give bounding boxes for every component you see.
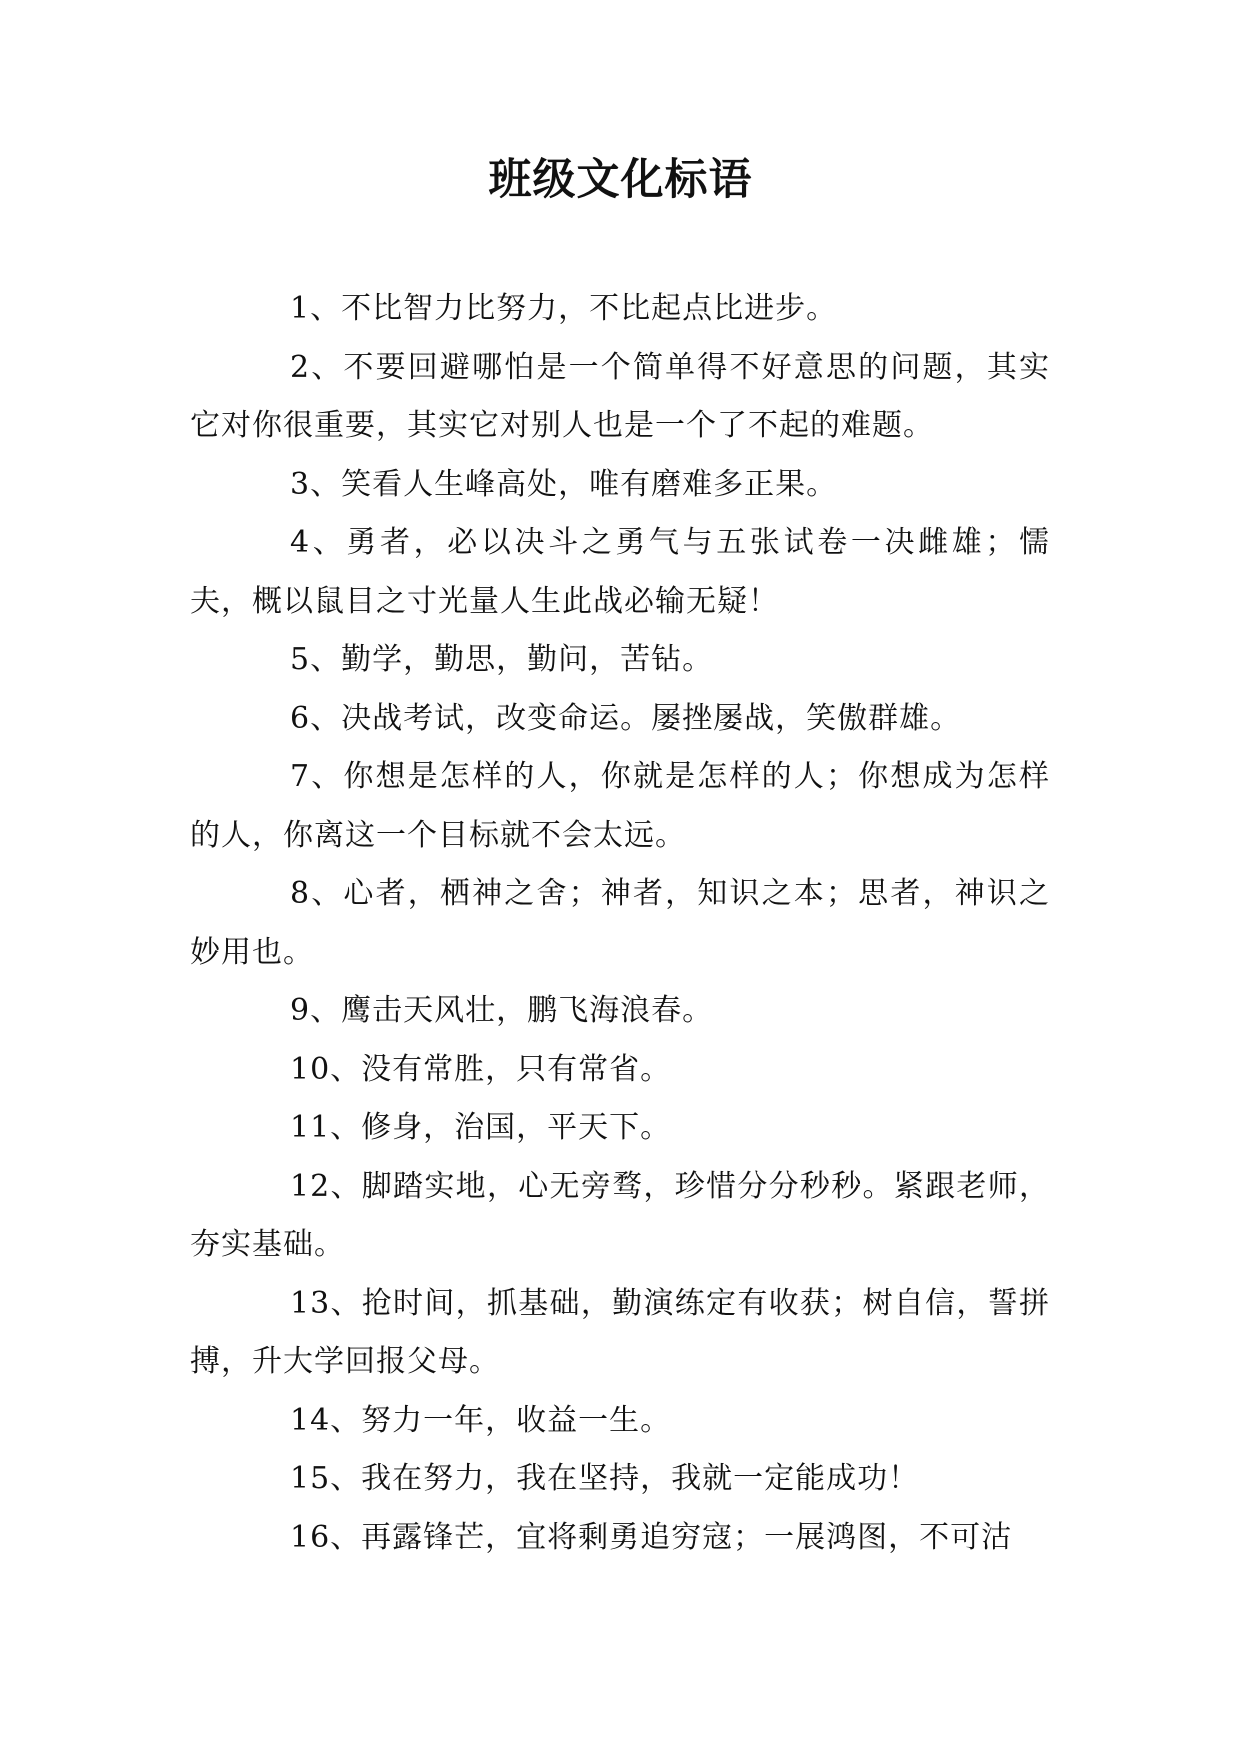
- paragraph-6: 6、决战考试，改变命运。屡挫屡战，笑傲群雄。: [290, 700, 962, 736]
- paragraph-11: 11、修身，治国，平天下。: [290, 1110, 672, 1145]
- paragraph-12: 12、脚踏实地，心无旁骛，珍惜分分秒秒。紧跟老师，夯实基础。: [190, 1168, 1050, 1262]
- paragraph-13: 13、抢时间，抓基础，勤演练定有收获；树自信，誓拼搏，升大学回报父母。: [190, 1285, 1050, 1379]
- paragraph-3: 3、笑看人生峰高处，唯有磨难多正果。: [290, 466, 838, 502]
- paragraph-9: 9、鹰击天风壮，鹏飞海浪春。: [290, 993, 714, 1028]
- paragraph-8: 8、心者，栖神之舍；神者，知识之本；思者，神识之妙用也。: [190, 876, 1050, 970]
- paragraph-10: 10、没有常胜，只有常省。: [290, 1051, 672, 1087]
- document-body: [190, 280, 1050, 1567]
- paragraph-4: 4、勇者，必以决斗之勇气与五张试卷一决雌雄；懦夫，概以鼠目之寸光量人生此战必输无疑！: [190, 525, 1050, 619]
- paragraph-15: 15、我在努力，我在坚持，我就一定能成功！: [290, 1461, 920, 1496]
- document-title: 班级文化标语: [488, 155, 753, 205]
- paragraph-7: 7、你想是怎样的人，你就是怎样的人；你想成为怎样的人，你离这一个目标就不会太远。: [190, 759, 1050, 853]
- paragraph-5: 5、勤学，勤思，勤问，苦钻。: [290, 642, 714, 677]
- paragraph-14: 14、努力一年，收益一生。: [290, 1402, 672, 1438]
- paragraph-16: 16、再露锋芒，宜将剩勇追穷寇；一展鸿图，不可沽: [290, 1519, 1013, 1555]
- paragraph-1: 1、不比智力比努力，不比起点比进步。: [290, 291, 838, 326]
- paragraph-2: 2、不要回避哪怕是一个简单得不好意思的问题，其实它对你很重要，其实它对别人也是一个了不起的难题。: [190, 349, 1050, 443]
